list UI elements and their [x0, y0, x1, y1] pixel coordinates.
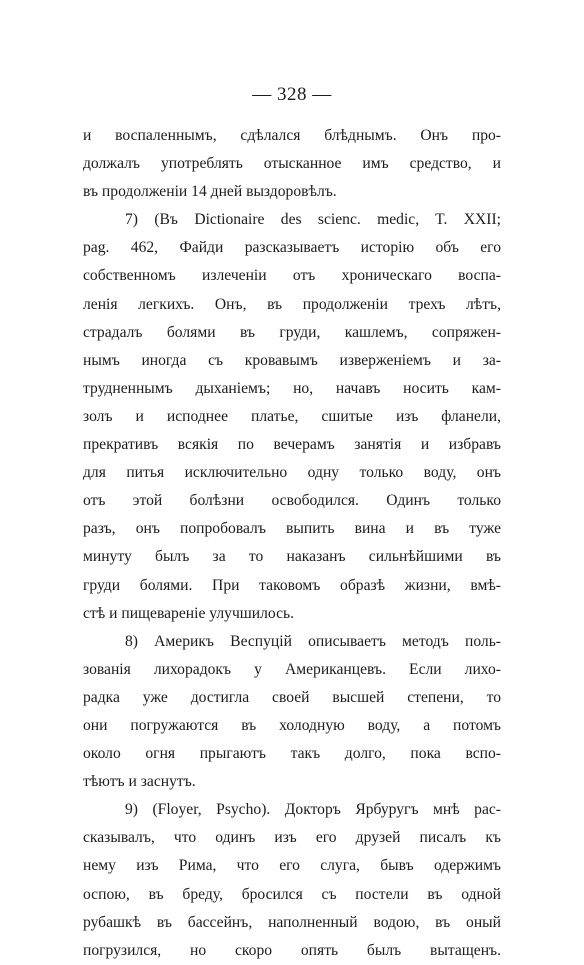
text-line: отъ этой болѣзни освободился. Одинъ только: [83, 492, 501, 510]
text-line: тѣютъ и заснутъ.: [83, 773, 196, 791]
body-text: [83, 122, 501, 965]
text-line: зованія лихорадокъ у Американцевъ. Если лихо-: [83, 660, 501, 678]
text-line: собственномъ излеченіи отъ хроническаго воспа-: [83, 267, 501, 285]
text-line: погрузился, но скоро опять былъ вытащенъ.: [83, 941, 501, 959]
text-line: разъ, онъ попробовалъ выпить вина и въ туже: [83, 520, 501, 538]
text-line: страдалъ болями въ груди, кашлемъ, сопряжен-: [83, 323, 501, 341]
text-line: рубашкѣ въ бассейнъ, наполненный водою, въ оный: [83, 913, 501, 931]
text-line: радка уже достигла своей высшей степени, то: [83, 688, 501, 706]
text-line: груди болями. При таковомъ образѣ жизни, вмѣ-: [83, 576, 501, 594]
text-line: стѣ и пищевареніе улучшилось.: [83, 604, 295, 622]
text-line: должалъ употреблять отысканное имъ средство, и: [83, 155, 501, 173]
text-line: оспою, въ бреду, бросился съ постели въ одной: [83, 885, 501, 903]
text-line: ленія легкихъ. Онъ, въ продолженіи трехъ лѣтъ,: [83, 295, 501, 313]
text-line: золъ и исподнее платье, сшитые изъ фланели,: [83, 407, 501, 425]
text-line: pag. 462, Файди разсказываетъ исторію объ его: [83, 239, 501, 257]
text-line: они погружаются въ холодную воду, а потомъ: [83, 716, 501, 734]
text-line: около огня прыгаютъ такъ долго, пока вспо-: [83, 745, 501, 763]
text-line: и воспаленнымъ, сдѣлался блѣднымъ. Онъ про-: [83, 127, 501, 144]
text-line: въ продолженіи 14 дней выздоровѣлъ.: [83, 183, 337, 201]
text-line: для питья исключительно одну только воду, онъ: [83, 464, 501, 482]
text-line: минуту былъ за то наказанъ сильнѣйшими въ: [83, 548, 501, 566]
text-line: 7) (Въ Dictionaire des scienc. medic, T. XXII;: [125, 211, 501, 229]
text-line: прекративъ всякія по вечерамъ занятія и избравъ: [83, 436, 501, 454]
page-number: — 328 —: [252, 84, 332, 105]
text-line: 8) Америкъ Веспуцій описываетъ методъ поль-: [125, 632, 501, 650]
text-line: нему изъ Рима, что его слуга, бывъ одержимъ: [83, 857, 501, 875]
text-line: сказывалъ, что одинъ изъ его друзей писалъ къ: [83, 829, 501, 847]
text-line: нымъ иногда съ кровавымъ изверженіемъ и за-: [83, 351, 501, 369]
text-line: трудненнымъ дыханіемъ; но, начавъ носить кам-: [83, 379, 501, 397]
text-line: 9) (Floyer, Psycho). Докторъ Ярбуругъ мнѣ рас-: [125, 801, 501, 819]
